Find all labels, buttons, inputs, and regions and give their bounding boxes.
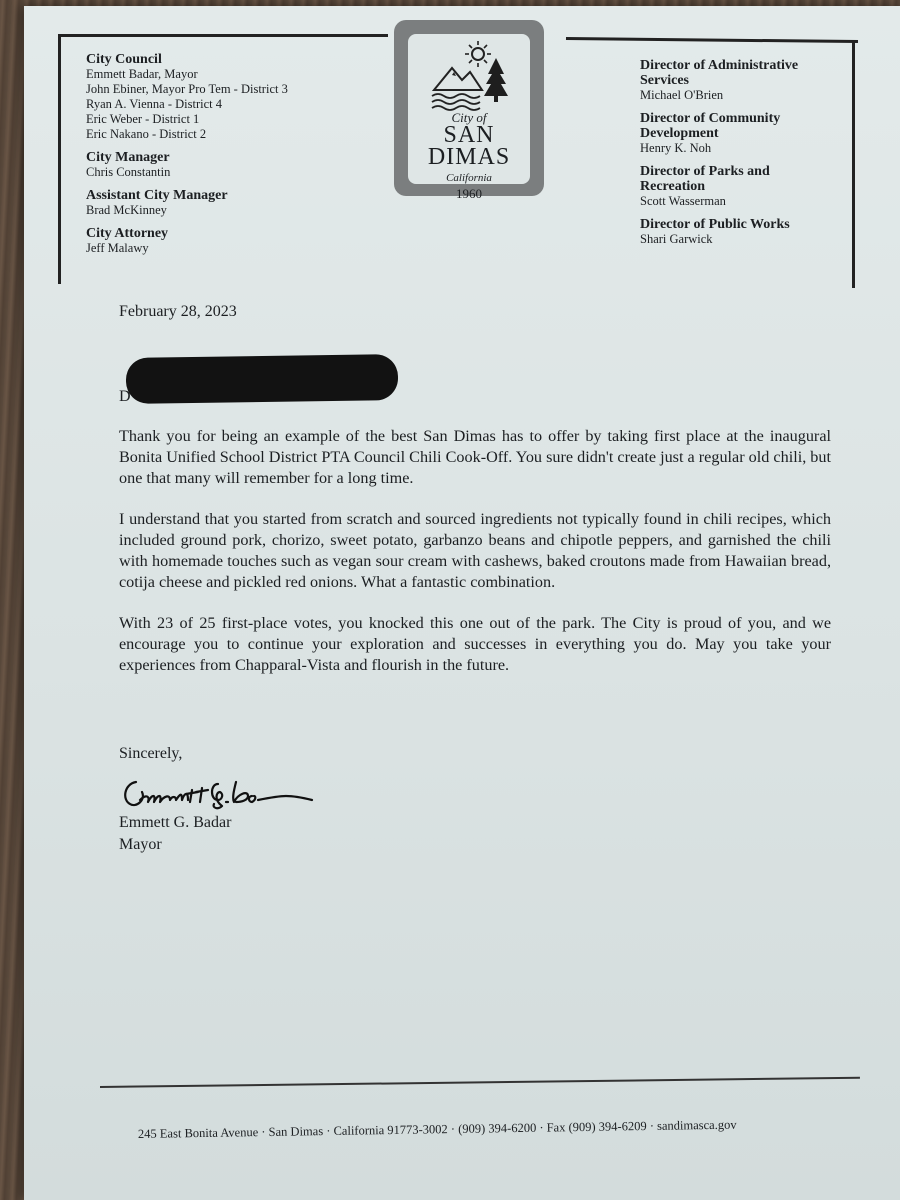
parks-recreation-heading-line-1: Director of Parks and (640, 164, 770, 179)
assistant-city-manager-heading: Assistant City Manager (86, 188, 228, 203)
handwritten-signature (118, 770, 318, 816)
body-paragraph: Thank you for being an example of the best San Dimas has to offer by taking first place at the inaugural Bonita Unified School District PTA Council Chili Cook-Off. You sure didn't create just a regular old chili, but one that many will remember for a long time. (119, 427, 831, 487)
body-paragraph: With 23 of 25 first-place votes, you knocked this one out of the park. The City is proud of you, and we encourage you to continue your exploration and successes in everything you do. May you take your experiences from Chapparal-Vista and flourish in the future. (119, 614, 831, 674)
body-paragraph: I understand that you started from scratch and sourced ingredients not typically found in chili recipes, which included ground pork, chorizo, sweet potato, garbanzo beans and chipotle peppers, and garnished the chili with homemade touches such as vegan sour cream with cashews, baked croutons made from Hawaiian bread, cotija cheese and pickled red onions. What a fantastic combination. (119, 510, 831, 591)
redaction-marker (126, 354, 399, 404)
assistant-city-manager-name: Brad McKinney (86, 203, 167, 217)
community-development-heading-line-2: Development (640, 126, 719, 141)
community-development-director: Henry K. Noh (640, 141, 712, 155)
admin-services-director: Michael O'Brien (640, 88, 724, 102)
city-attorney-heading: City Attorney (86, 226, 169, 241)
mountain-sun-tree-icon (426, 38, 512, 112)
council-member: Eric Nakano - District 2 (86, 127, 207, 141)
admin-services-heading-line-1: Director of Administrative (640, 58, 799, 73)
city-attorney-name: Jeff Malawy (86, 241, 149, 255)
public-works-heading: Director of Public Works (640, 217, 790, 232)
public-works-director: Shari Garwick (640, 232, 713, 246)
council-member: John Ebiner, Mayor Pro Tem - District 3 (86, 82, 288, 96)
logo-year: 1960 (456, 186, 482, 201)
parks-recreation-heading-line-2: Recreation (640, 179, 706, 194)
logo-city-name (408, 124, 530, 168)
letterhead-frame-left (58, 34, 61, 284)
logo-name-line-2: DIMAS (427, 144, 511, 170)
letter-date: February 28, 2023 (119, 303, 237, 320)
letterhead-frame-top-left (58, 34, 388, 37)
council-member: Ryan A. Vienna - District 4 (86, 97, 222, 111)
parks-recreation-heading (640, 164, 840, 194)
parks-recreation-director: Scott Wasserman (640, 194, 726, 208)
logo-city-of: City of (451, 110, 487, 125)
city-manager-name: Chris Constantin (86, 165, 171, 179)
footer-address: 245 East Bonita Avenue · San Dimas · California 91773-3002 · (909) 394-6200 · Fax (909) 394-6209 · sandimasca.gov (137, 1117, 737, 1141)
salutation: D (119, 388, 131, 405)
letter-body (119, 426, 831, 696)
admin-services-heading (640, 58, 840, 88)
logo-state: California (446, 172, 492, 184)
letterhead-left-column (86, 52, 386, 256)
community-development-heading-line-1: Director of Community (640, 111, 781, 126)
logo-name-line-1: SAN (443, 122, 495, 148)
signer-title: Mayor (119, 836, 162, 853)
signer-name: Emmett G. Badar (119, 814, 232, 831)
closing: Sincerely, (119, 745, 183, 762)
council-member: Emmett Badar, Mayor (86, 67, 198, 81)
admin-services-heading-line-2: Services (640, 73, 689, 88)
letterhead-right-column (640, 58, 840, 247)
city-manager-heading: City Manager (86, 150, 170, 165)
city-seal-logo (394, 20, 544, 201)
community-development-heading (640, 111, 840, 141)
letterhead-frame-right (852, 40, 855, 288)
city-council-heading: City Council (86, 52, 162, 67)
council-member: Eric Weber - District 1 (86, 112, 200, 126)
